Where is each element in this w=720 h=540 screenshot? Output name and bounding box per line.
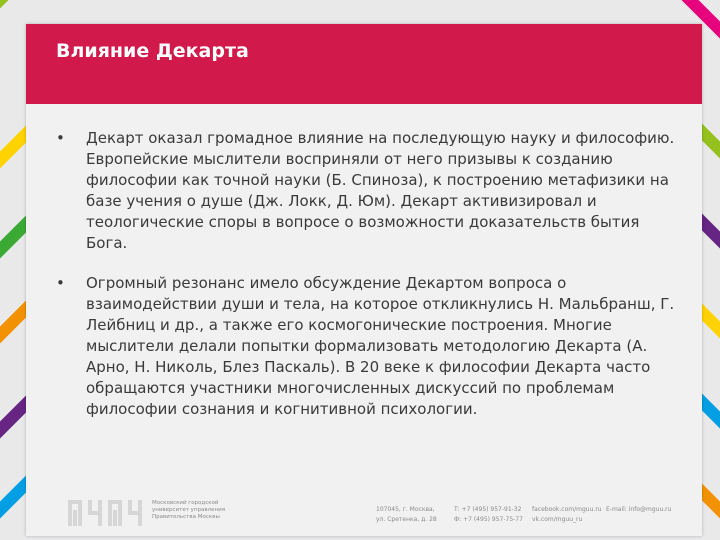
footer [26, 494, 702, 536]
footer-address-2: ул. Сретенка, д. 28 [376, 516, 437, 523]
footer-phone: Т: +7 (495) 957-91-32 [454, 506, 522, 513]
bullet-item [56, 128, 680, 254]
footer-vk-link[interactable]: vk.com/mguu_ru [532, 516, 583, 523]
footer-facebook-link[interactable]: facebook.com/mguu.ru [532, 506, 602, 513]
footer-email-link[interactable]: E-mail: info@mguu.ru [606, 506, 672, 513]
footer-address-1: 107045, г. Москва, [376, 506, 435, 513]
bullet-marker: • [56, 274, 65, 292]
university-name: Московский городской университет управления Правительства Москвы [152, 500, 226, 520]
title-banner [26, 24, 702, 104]
bullet-list [56, 128, 680, 439]
bullet-text: Декарт оказал громадное влияние на последующую науку и философию. Европейские мыслители восприняли от него призывы к созданию философии как точной науки (Б. Спиноза), к построению метафизики на базе учения о душе (Дж. Локк, Д. Юм). Декарт активизировал и теологические споры в вопросе о возможности доказательств бытия Бога. [86, 129, 675, 252]
university-logo-icon [68, 498, 144, 528]
footer-fax: Ф: +7 (495) 957-75-77 [454, 516, 523, 523]
bullet-item [56, 273, 680, 420]
slide-card [26, 24, 702, 536]
bullet-text: Огромный резонанс имело обсуждение Декартом вопроса о взаимодействии души и тела, на которое откликнулись Н. Мальбранш, Г. Лейбниц и др., а также его космогонические построения. Многие мыслители делали попытки формализовать методологию Декарта (А. Арно, Н. Николь, Блез Паскаль). В 20 веке к философии Декарта часто обращаются участники многочисленных дискуссий по проблемам философии сознания и когнитивной психологии. [86, 274, 675, 418]
slide-title: Влияние Декарта [56, 40, 249, 62]
bullet-marker: • [56, 129, 65, 147]
